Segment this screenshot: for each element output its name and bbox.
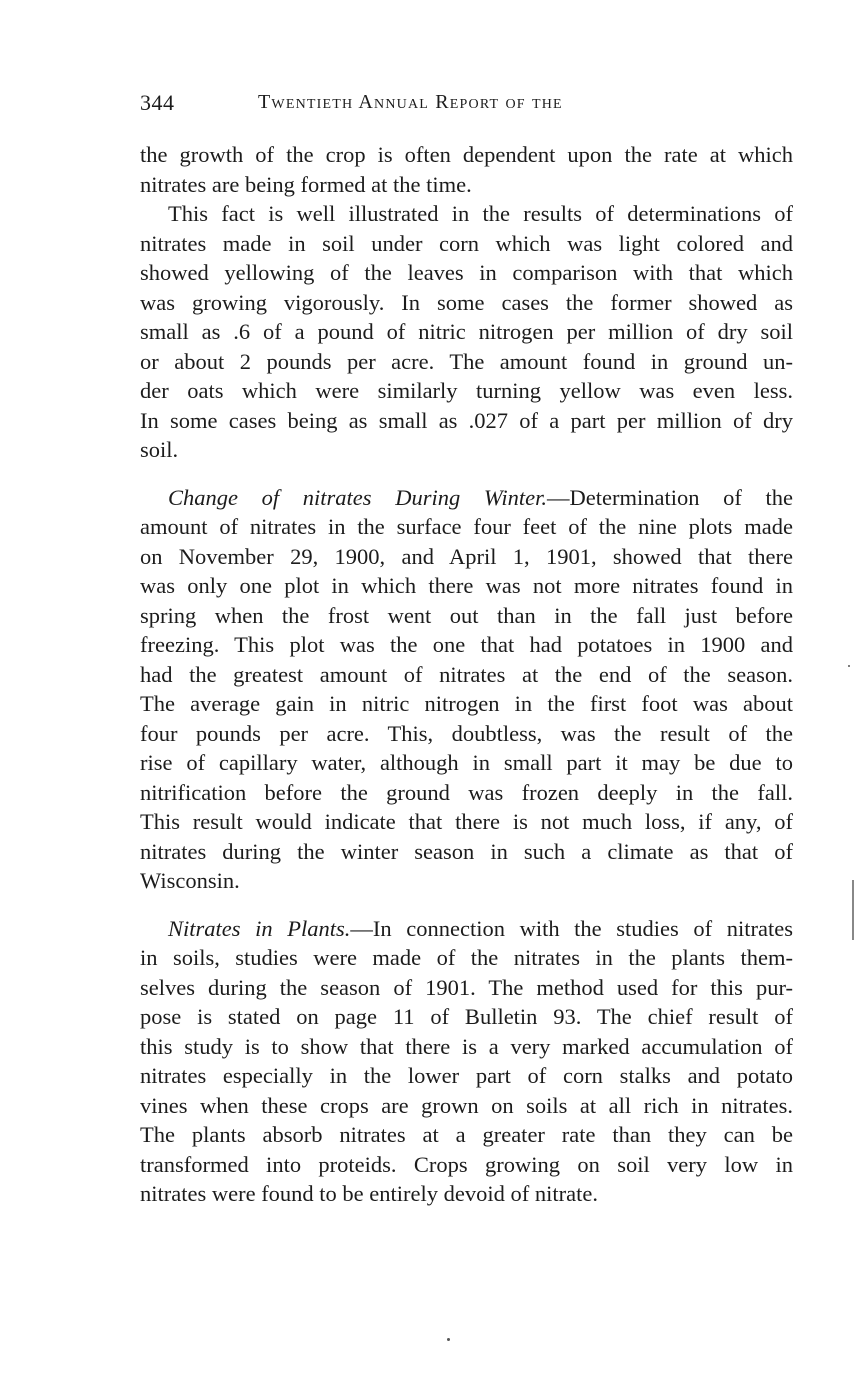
text-line: on November 29, 1900, and April 1, 1901, showed that there — [140, 543, 793, 569]
text-line: nitrification before the ground was frozen deeply in the fall. — [140, 779, 793, 805]
text-line: The plants absorb nitrates at a greater rate than they can be — [140, 1122, 793, 1147]
text-line: four pounds per acre. This, doubtless, was the result of the — [140, 720, 793, 746]
heading-line-rest: —In connection with the studies of nitrates — [350, 915, 793, 941]
text-line: in soils, studies were made of the nitrates in the plants them- — [140, 945, 793, 970]
text-line: vines when these crops are grown on soils at all rich in nitrates. — [140, 1092, 793, 1118]
paragraph-nitrate-determinations — [140, 199, 793, 465]
scan-speck — [848, 665, 850, 667]
running-title: Twentieth Annual Report of the — [258, 91, 563, 113]
text-line: or about 2 pounds per acre. The amount found in ground un- — [140, 348, 793, 374]
text-line: nitrates made in soil under corn which was light colored and — [140, 230, 793, 256]
text-line: was only one plot in which there was not more nitrates found in — [140, 573, 793, 598]
page-header — [140, 90, 790, 120]
text-line: amount of nitrates in the surface four feet of the nine plots made — [140, 514, 793, 539]
paragraph-continuation — [140, 140, 793, 199]
text-line: this study is to show that there is a very marked accumulation of — [140, 1033, 793, 1059]
text-line: rise of capillary water, although in small part it may be due to — [140, 750, 793, 775]
paragraph-change-during-winter — [140, 483, 793, 896]
text-line: This result would indicate that there is not much loss, if any, of — [140, 809, 793, 834]
text-line — [140, 483, 793, 513]
text-line: showed yellowing of the leaves in comparison with that which — [140, 260, 793, 285]
text-line: In some cases being as small as .027 of a part per million of dry — [140, 407, 793, 433]
text-line: nitrates especially in the lower part of corn stalks and potato — [140, 1063, 793, 1088]
body-text — [140, 140, 793, 1209]
text-line: This fact is well illustrated in the results of determinations of — [168, 201, 793, 226]
scan-speck — [852, 880, 854, 940]
text-line: had the greatest amount of nitrates at the end of the season. — [140, 661, 793, 687]
text-line: freezing. This plot was the one that had potatoes in 1900 and — [140, 632, 793, 657]
text-line: was growing vigorously. In some cases the former showed as — [140, 289, 793, 315]
scan-speck — [447, 1338, 450, 1341]
heading-line-rest: —Determination of the — [547, 484, 793, 510]
text-line: small as .6 of a pound of nitric nitrogen per million of dry soil — [140, 319, 793, 344]
paragraph-spacer — [140, 465, 793, 483]
text-line: nitrates are being formed at the time. — [140, 171, 472, 197]
text-line: soil. — [140, 437, 179, 462]
text-line: nitrates were found to be entirely devoid of nitrate. — [140, 1181, 598, 1206]
section-heading: Change of nitrates During Winter. — [168, 484, 547, 510]
text-line: The average gain in nitric nitrogen in the first foot was about — [140, 691, 793, 716]
text-line: der oats which were similarly turning yellow was even less. — [140, 378, 793, 403]
text-line: the growth of the crop is often dependent upon the rate at which — [140, 142, 793, 167]
text-line: spring when the frost went out than in the fall just before — [140, 602, 793, 628]
section-heading: Nitrates in Plants. — [168, 915, 351, 941]
text-line: nitrates during the winter season in such a climate as that of — [140, 838, 793, 864]
text-line: pose is stated on page 11 of Bulletin 93. The chief result of — [140, 1004, 793, 1029]
text-line — [140, 914, 793, 944]
paragraph-spacer — [140, 896, 793, 914]
text-line: selves during the season of 1901. The method used for this pur- — [140, 974, 793, 1000]
text-line: transformed into proteids. Crops growing on soil very low in — [140, 1151, 793, 1177]
text-line: Wisconsin. — [140, 868, 240, 893]
paragraph-nitrates-in-plants — [140, 914, 793, 1209]
page-number: 344 — [140, 90, 175, 115]
